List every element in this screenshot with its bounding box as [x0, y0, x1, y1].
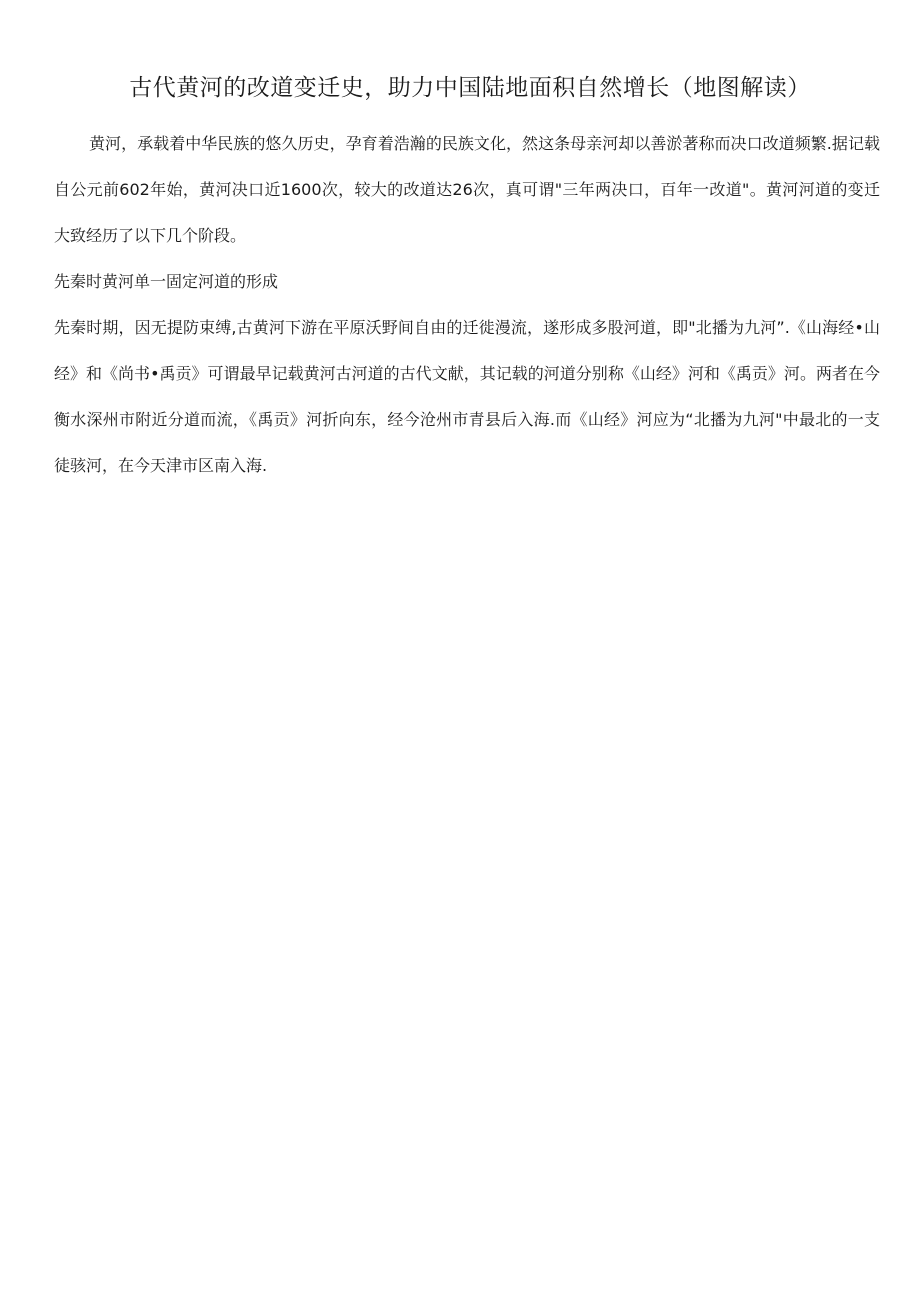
intro-paragraph: 黄河，承载着中华民族的悠久历史，孕育着浩瀚的民族文化，然这条母亲河却以善淤著称而决口改道频繁.据记载自公元前602年始，黄河决口近1600次，较大的改道达26次，真可谓"三年两决口，百年一改道"。黄河河道的变迁大致经历了以下几个阶段。 [54, 134, 880, 245]
section-heading: 先秦时黄河单一固定河道的形成 [54, 272, 279, 291]
document-title: 古代黄河的改道变迁史，助力中国陆地面积自然增长（地图解读） [129, 75, 811, 101]
section-paragraph: 先秦时期，因无提防束缚,古黄河下游在平原沃野间自由的迁徙漫流，遂形成多股河道，即"北播为九河”.《山海经•山经》和《尚书•禹贡》可谓最早记载黄河古河道的古代文献，其记载的河道分别称《山经》河和《禹贡》河。两者在今衡水深州市附近分道而流，《禹贡》河折向东，经今沧州市青县后入海.而《山经》河应为“北播为九河"中最北的一支徒骇河，在今天津市区南入海. [54, 318, 880, 475]
